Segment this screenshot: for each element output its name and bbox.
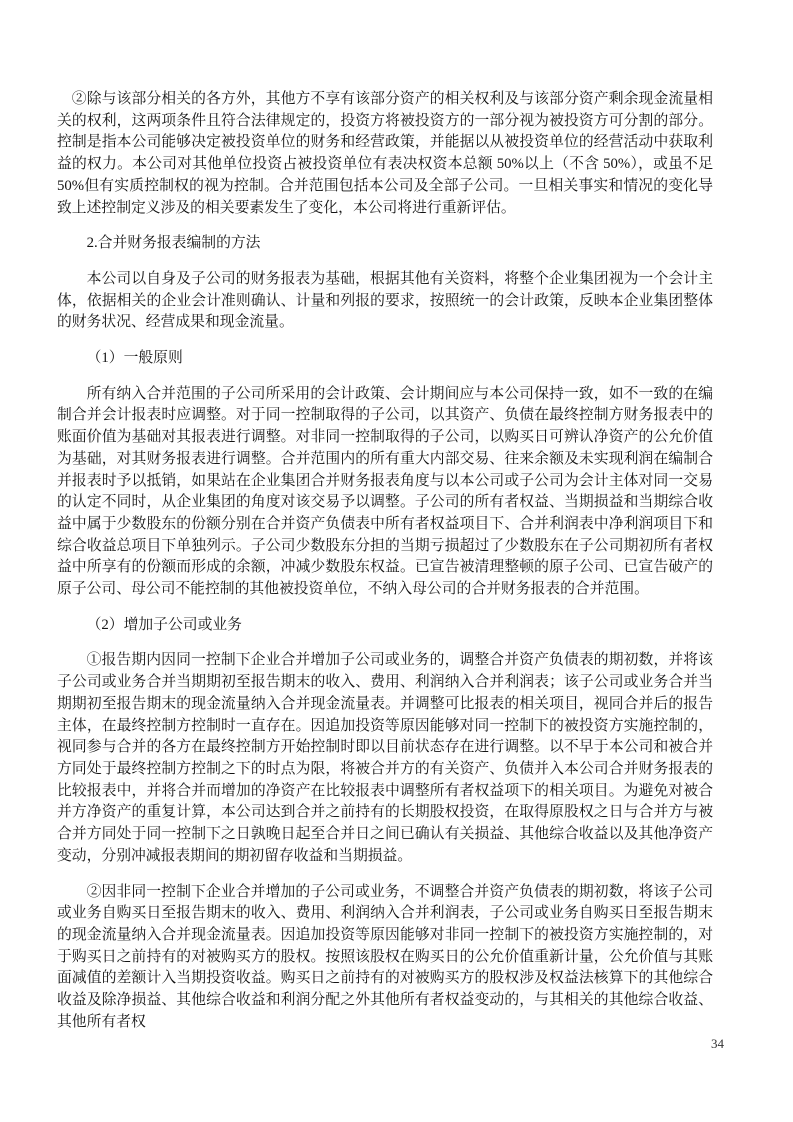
section-heading-adding-subsidiaries: （2）增加子公司或业务 [86,616,242,633]
paragraph-non-same-control-merger: ②因非同一控制下企业合并增加的子公司或业务，不调整合并资产负债表的期初数，将该子公司或业务自购买日至报告期末的收入、费用、利润纳入合并利润表，子公司或业务自购买日至报告期末的现金流量纳入合并现金流量表。因追加投资等原因能够对非同一控制下的被投资方实施控制的，对于购买日之前持有的对被购买方的股权。按照该股权在购买日的公允价值重新计量，公允价值与其账面减值的差额计入当期投资收益。购买日之前持有的对被购买方的股权涉及权益法核算下的其他综合收益及除净损益、其他综合收益和利润分配之外其他所有者权益变动的，与其相关的其他综合收益、其他所有者权 [57,883,713,1030]
paragraph-consolidation-basis: 本公司以自身及子公司的财务报表为基础，根据其他有关资料，将整个企业集团视为一个会计主体，依据相关的企业会计准则确认、计量和列报的要求，按照统一的会计政策，反映本企业集团整体的财务状况、经营成果和现金流量。 [57,270,713,331]
paragraph-same-control-merger: ①报告期内因同一控制下企业合并增加子公司或业务的，调整合并资产负债表的期初数，并将该子公司或业务合并当期期初至报告期末的收入、费用、利润纳入合并利润表；该子公司或业务合并当期期初至报告期末的现金流量纳入合并现金流量表。并调整可比报表的相关项目，视同合并后的报告主体，在最终控制方控制时一直存在。因追加投资等原因能够对同一控制下的被投资方实施控制的，视同参与合并的各方在最终控制方开始控制时即以目前状态存在进行调整。以不早于本公司和被合并方同处于最终控制方控制之下的时点为限，将被合并方的有关资产、负债并入本公司合并财务报表的比较报表中，并将合并而增加的净资产在比较报表中调整所有者权益项下的相关项目。为避免对被合并方净资产的重复计算，本公司达到合并之前持有的长期股权投资，在取得原股权之日与合并方与被合并方同处于同一控制下之日孰晚日起至合并日之间已确认有关损益、其他综合收益以及其他净资产变动，分别冲减报表期间的期初留存收益和当期损益。 [57,652,713,864]
page-number: 34 [711,1036,724,1051]
section-heading-consolidation-method: 2.合并财务报表编制的方法 [86,235,261,252]
document-body [57,89,713,1047]
paragraph-control-definition: ②除与该部分相关的各方外，其他方不享有该部分资产的相关权利及与该部分资产剩余现金流量相关的权利，这两项条件且符合法律规定的，投资方将被投资方的一部分视为被投资方可分割的部分。控制是指本公司能够决定被投资单位的财务和经营政策，并能据以从被投资单位的经营活动中获取利益的权力。本公司对其他单位投资占被投资单位有表决权资本总额 50%以上（不含 50%），或虽不足 50%但有实质控制权的视为控制。合并范围包括本公司及全部子公司。一旦相关事实和情况的变化导致上述控制定义涉及的相关要素发生了变化，本公司将进行重新评估。 [57,91,713,216]
paragraph-general-principles: 所有纳入合并范围的子公司所采用的会计政策、会计期间应与本公司保持一致，如不一致的在编制合并会计报表时应调整。对于同一控制取得的子公司，以其资产、负债在最终控制方财务报表中的账面价值为基础对其报表进行调整。对非同一控制取得的子公司，以购买日可辨认净资产的公允价值为基础，对其财务报表进行调整。合并范围内的所有重大内部交易、往来余额及未实现利润在编制合并报表时予以抵销，如果站在企业集团合并财务报表角度与以本公司或子公司为会计主体对同一交易的认定不同时，从企业集团的角度对该交易予以调整。子公司的所有者权益、当期损益和当期综合收益中属于少数股东的份额分别在合并资产负债表中所有者权益项目下、合并利润表中净利润项目下和综合收益总项目下单独列示。子公司少数股东分担的当期亏损超过了少数股东在子公司期初所有者权益中所享有的份额而形成的余额，冲减少数股东权益。已宣告被清理整顿的原子公司、已宣告破产的原子公司、母公司不能控制的其他被投资单位，不纳入母公司的合并财务报表的合并范围。 [57,385,713,598]
section-heading-general-principles: （1）一般原则 [86,350,183,367]
